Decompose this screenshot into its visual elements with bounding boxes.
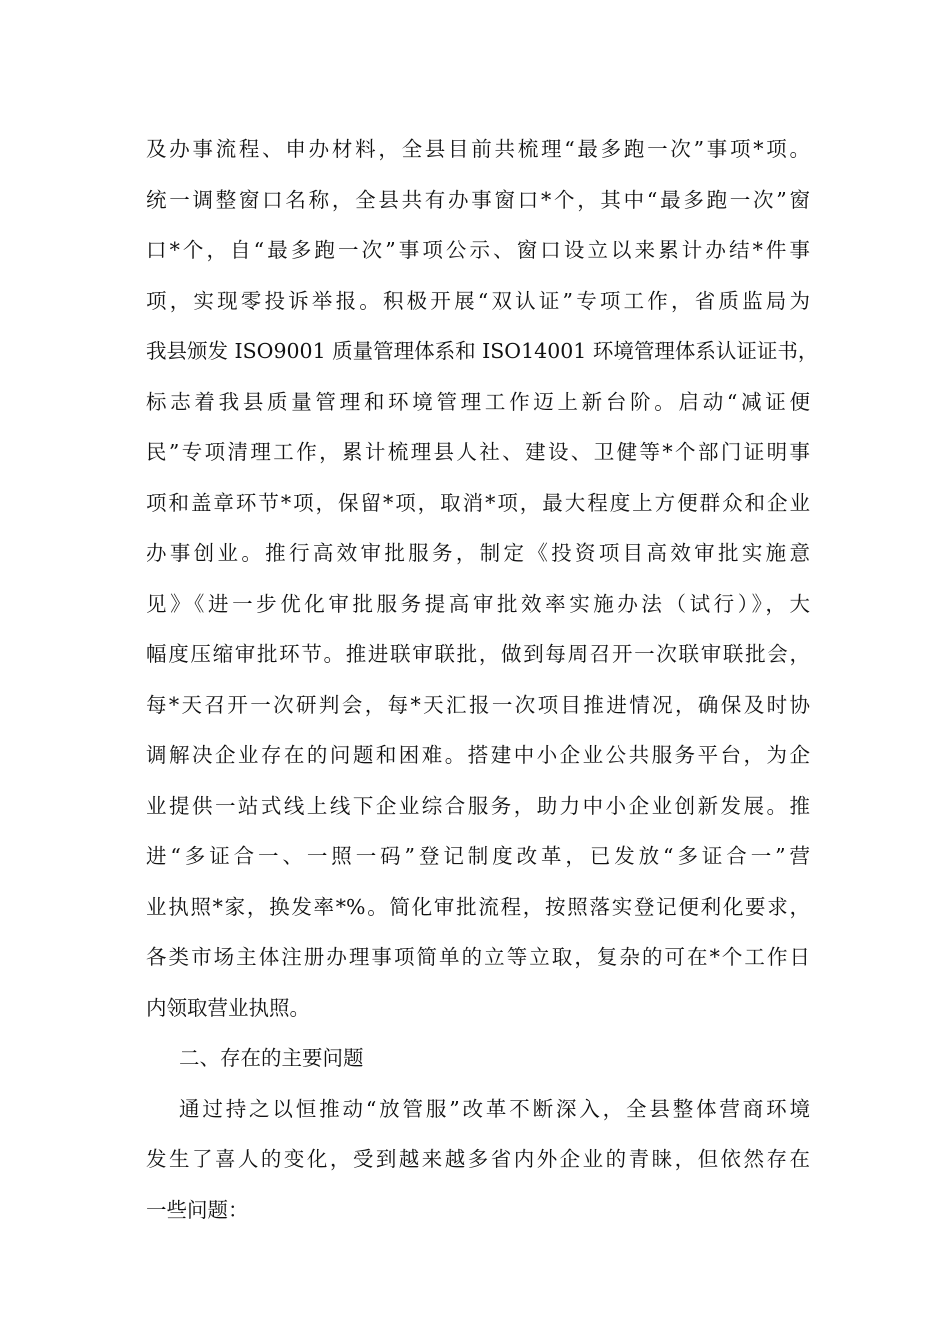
text-line: 项，实现零投诉举报。积极开展“双认证”专项工作，省质监局为 bbox=[146, 288, 810, 313]
section-heading: 二、存在的主要问题 bbox=[179, 1046, 364, 1070]
text-line: 每*天召开一次研判会，每*天汇报一次项目推进情况，确保及时协 bbox=[146, 692, 810, 717]
paragraph-issues bbox=[146, 1084, 810, 1236]
paragraph-continuation bbox=[146, 124, 819, 1033]
text-line: 各类市场主体注册办理事项简单的立等立取，复杂的可在*个工作日 bbox=[146, 945, 810, 969]
text-line: 办事创业。推行高效审批服务，制定《投资项目高效审批实施意 bbox=[146, 541, 810, 565]
document-body bbox=[146, 124, 819, 1235]
text-line: 调解决企业存在的问题和困难。搭建中小企业公共服务平台，为企 bbox=[146, 743, 810, 767]
text-line: 口*个，自“最多跑一次”事项公示、窗口设立以来累计办结*件事 bbox=[146, 238, 810, 262]
text-line: 业提供一站式线上线下企业综合服务，助力中小企业创新发展。推 bbox=[146, 793, 810, 818]
section-heading-block bbox=[146, 1033, 810, 1084]
text-line: 统一调整窗口名称，全县共有办事窗口*个，其中“最多跑一次”窗 bbox=[146, 187, 810, 212]
text-line: 民”专项清理工作，累计梳理县人社、建设、卫健等*个部门证明事 bbox=[146, 440, 810, 464]
text-line: 进“多证合一、一照一码”登记制度改革，已发放“多证合一”营 bbox=[146, 844, 810, 868]
text-line: 一些问题： bbox=[146, 1197, 249, 1222]
text-line: 幅度压缩审批环节。推进联审联批，做到每周召开一次联审联批会， bbox=[146, 642, 810, 666]
text-line: 内领取营业执照。 bbox=[146, 995, 310, 1020]
text-line: 见》《进一步优化审批服务提高审批效率实施办法（试行）》，大 bbox=[146, 591, 810, 616]
text-line: 通过持之以恒推动“放管服”改革不断深入，全县整体营商环境 bbox=[179, 1096, 810, 1121]
text-line: 我县颁发 ISO9001 质量管理体系和 ISO14001 环境管理体系认证证书， bbox=[146, 339, 819, 363]
text-line: 及办事流程、申办材料，全县目前共梳理“最多跑一次”事项*项。 bbox=[146, 137, 810, 161]
text-line: 业执照*家，换发率*%。简化审批流程，按照落实登记便利化要求， bbox=[146, 894, 810, 919]
text-line: 标志着我县质量管理和环境管理工作迈上新台阶。启动“减证便 bbox=[146, 389, 810, 414]
text-line: 项和盖章环节*项，保留*项，取消*项，最大程度上方便群众和企业 bbox=[146, 490, 810, 515]
text-line: 发生了喜人的变化，受到越来越多省内外企业的青睐，但依然存在 bbox=[146, 1147, 810, 1171]
